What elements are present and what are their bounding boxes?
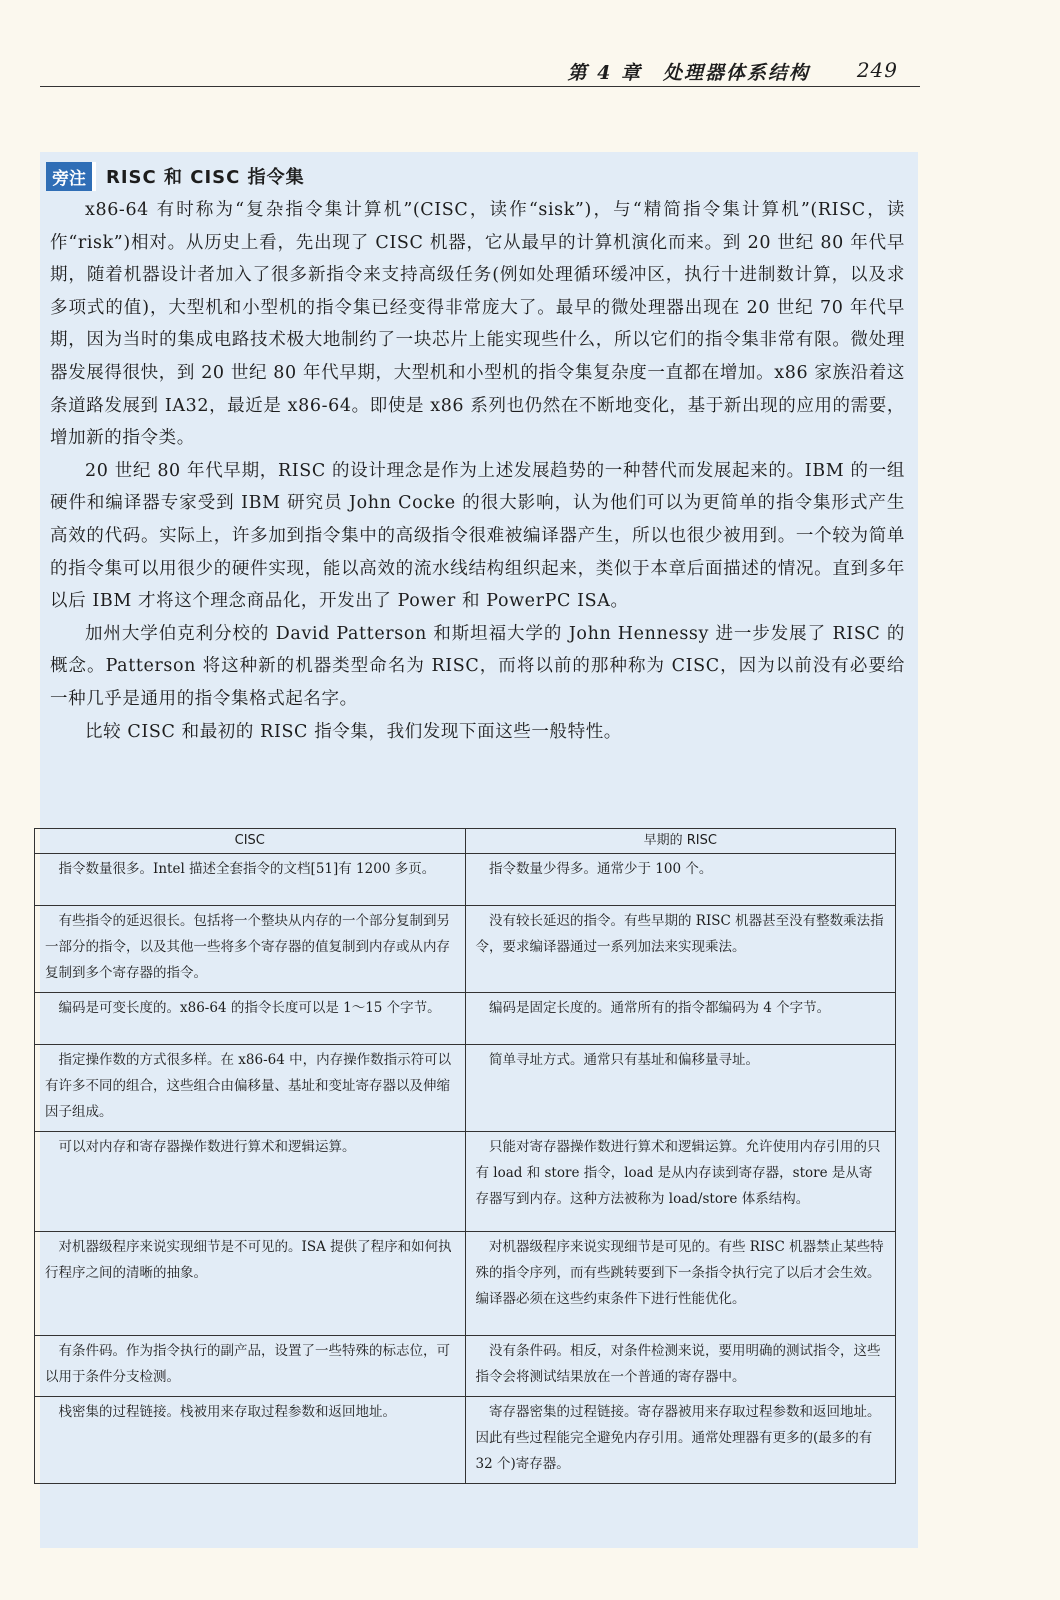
table-cell: 指定操作数的方式很多样。在 x86-64 中，内存操作数指示符可以有许多不同的组合，这些组合由偏移量、基址和变址寄存器以及伸缩因子组成。 — [35, 1045, 466, 1132]
table-cell: 对机器级程序来说实现细节是可见的。有些 RISC 机器禁止某些特殊的指令序列，而有些跳转要到下一条指令执行完了以后才会生效。编译器必须在这些约束条件下进行性能优化。 — [465, 1232, 896, 1336]
page-number: 249 — [856, 58, 898, 82]
table-row — [35, 993, 896, 1045]
comparison-table — [34, 828, 896, 1484]
table-cell: 寄存器密集的过程链接。寄存器被用来存取过程参数和返回地址。因此有些过程能完全避免内存引用。通常处理器有更多的(最多的有 32 个)寄存器。 — [465, 1397, 896, 1484]
table-row — [35, 906, 896, 993]
note-body — [50, 194, 905, 748]
sidebar-note-box — [40, 152, 918, 1548]
table-header-row — [35, 829, 896, 854]
paragraph: 比较 CISC 和最初的 RISC 指令集，我们发现下面这些一般特性。 — [85, 721, 622, 742]
note-tag: 旁注 — [46, 162, 96, 191]
table-row — [35, 1232, 896, 1336]
table-cell: 指令数量很多。Intel 描述全套指令的文档[51]有 1200 多页。 — [35, 854, 466, 906]
running-header — [40, 50, 920, 87]
table-cell: 只能对寄存器操作数进行算术和逻辑运算。允许使用内存引用的只有 load 和 store 指令，load 是从内存读到寄存器，store 是从寄存器写到内存。这种方法被称为 load/store 体系结构。 — [465, 1132, 896, 1232]
paragraph: 加州大学伯克利分校的 David Patterson 和斯坦福大学的 John Hennessy 进一步发展了 RISC 的概念。Patterson 将这种新的机器类型命名为 RISC，而将以前的那种称为 CISC，因为以前没有必要给一种几乎是通用的指令集格式起名字。 — [50, 623, 905, 709]
table-row — [35, 1397, 896, 1484]
table-row — [35, 854, 896, 906]
table-cell: 有条件码。作为指令执行的副产品，设置了一些特殊的标志位，可以用于条件分支检测。 — [35, 1336, 466, 1397]
paragraph: x86-64 有时称为“复杂指令集计算机”(CISC，读作“sisk”)，与“精简指令集计算机”(RISC，读作“risk”)相对。从历史上看，先出现了 CISC 机器，它从最早的计算机演化而来。到 20 世纪 80 年代早期，随着机器设计者加入了很多新指令来支持高级任务(例如处理循环缓冲区，执行十进制数计算，以及求多项式的值)，大型机和小型机的指令集已经变得非常庞大了。最早的微处理器出现在 20 世纪 70 年代早期，因为当时的集成电路技术极大地制约了一块芯片上能实现些什么，所以它们的指令集非常有限。微处理器发展得很快，到 20 世纪 80 年代早期，大型机和小型机的指令集复杂度一直都在增加。x86 家族沿着这条道路发展到 IA32，最近是 x86-64。即使是 x86 系列也仍然在不断地变化，基于新出现的应用的需要，增加新的指令类。 — [50, 200, 905, 449]
table-cell: 有些指令的延迟很长。包括将一个整块从内存的一个部分复制到另一部分的指令，以及其他一些将多个寄存器的值复制到内存或从内存复制到多个寄存器的指令。 — [35, 906, 466, 993]
table-row — [35, 1336, 896, 1397]
table-cell: 编码是固定长度的。通常所有的指令都编码为 4 个字节。 — [465, 993, 896, 1045]
column-header-cisc: CISC — [35, 829, 466, 854]
table-cell: 编码是可变长度的。x86-64 的指令长度可以是 1～15 个字节。 — [35, 993, 466, 1045]
paragraph: 20 世纪 80 年代早期，RISC 的设计理念是作为上述发展趋势的一种替代而发展起来的。IBM 的一组硬件和编译器专家受到 IBM 研究员 John Cocke 的很大影响，认为他们可以为更简单的指令集形式产生高效的代码。实际上，许多加到指令集中的高级指令很难被编译器产生，所以也很少被用到。一个较为简单的指令集可以用很少的硬件实现，能以高效的流水线结构组织起来，类似于本章后面描述的情况。直到多年以后 IBM 才将这个理念商品化，开发出了 Power 和 PowerPC ISA。 — [50, 460, 905, 612]
table-cell: 可以对内存和寄存器操作数进行算术和逻辑运算。 — [35, 1132, 466, 1232]
table-cell: 指令数量少得多。通常少于 100 个。 — [465, 854, 896, 906]
table-row — [35, 1132, 896, 1232]
table-cell: 简单寻址方式。通常只有基址和偏移量寻址。 — [465, 1045, 896, 1132]
chapter-title: 第 4 章 处理器体系结构 — [567, 62, 810, 84]
column-header-risc: 早期的 RISC — [465, 829, 896, 854]
note-title-bar — [46, 162, 305, 190]
table-cell: 对机器级程序来说实现细节是不可见的。ISA 提供了程序和如何执行程序之间的清晰的抽象。 — [35, 1232, 466, 1336]
table-row — [35, 1045, 896, 1132]
note-heading: RISC 和 CISC 指令集 — [106, 167, 305, 188]
table-cell: 没有较长延迟的指令。有些早期的 RISC 机器甚至没有整数乘法指令，要求编译器通过一系列加法来实现乘法。 — [465, 906, 896, 993]
table-cell: 没有条件码。相反，对条件检测来说，要用明确的测试指令，这些指令会将测试结果放在一个普通的寄存器中。 — [465, 1336, 896, 1397]
table-cell: 栈密集的过程链接。栈被用来存取过程参数和返回地址。 — [35, 1397, 466, 1484]
